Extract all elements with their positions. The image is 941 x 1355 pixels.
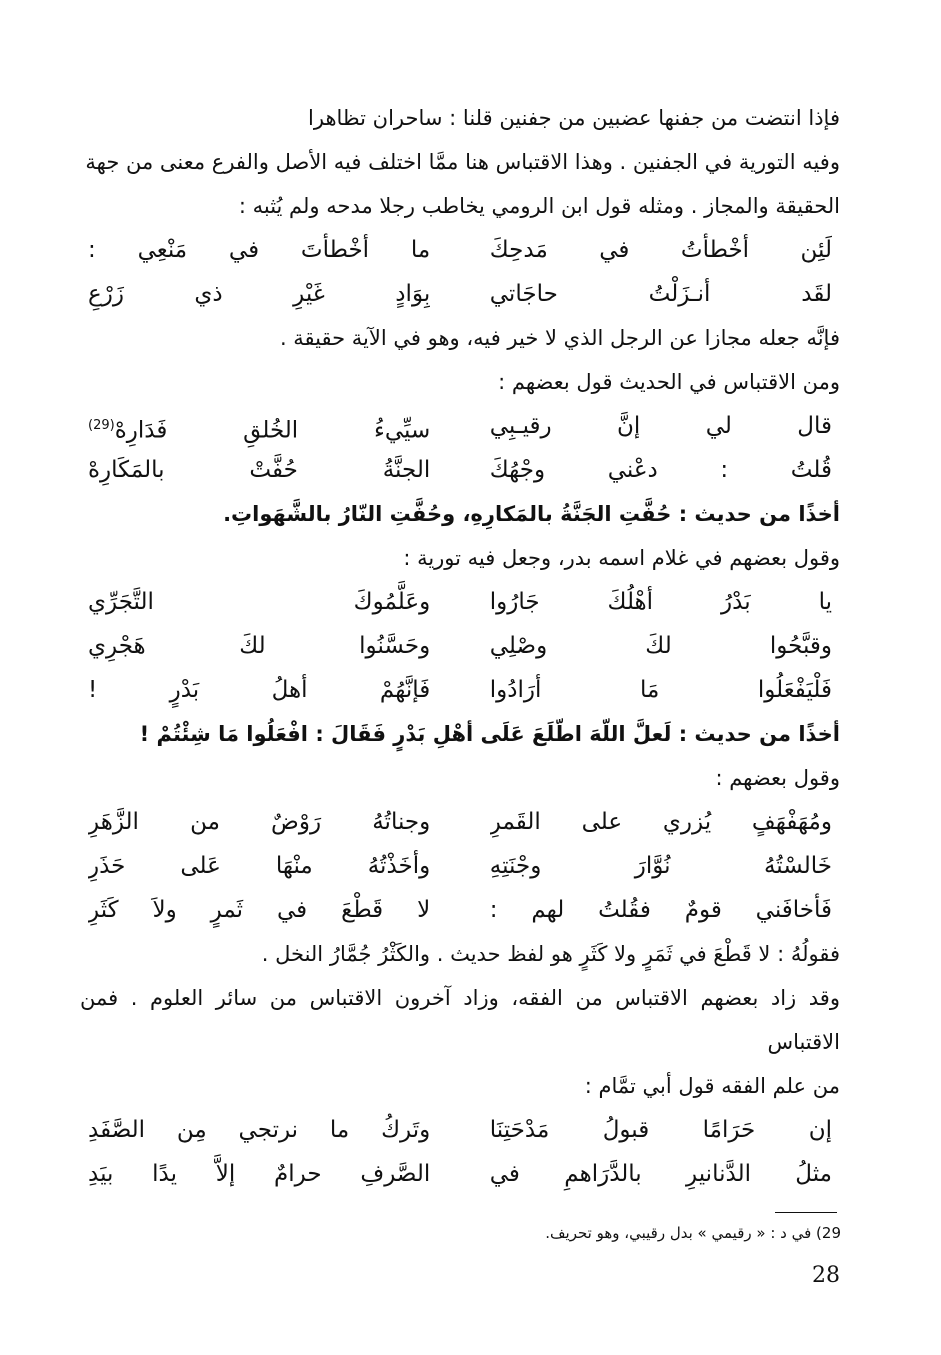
prose-line: ومن الاقتباس في الحديث قول بعضهم :: [498, 370, 840, 394]
verse-first-hemistich: وقبَّحُوا لكَ وصْلِي: [489, 633, 832, 659]
verse-line: [80, 404, 840, 448]
verse-line: [80, 888, 840, 932]
footnote-divider: [775, 1212, 837, 1213]
verse-second-hemistich: فَإنَّهُمْ أهلُ بَدْرٍ !: [88, 677, 431, 703]
page-number: 28: [812, 1263, 840, 1288]
verse-line: [80, 844, 840, 888]
prose-line: وقد زاد بعضهم الاقتباس من الفقه، وزاد آخرون الاقتباس من سائر العلوم . فمن الاقتباس: [80, 986, 840, 1054]
verse-line: [80, 800, 840, 844]
verse-second-hemistich: وعَلَّمُوكَ التَّجَرِّي: [88, 589, 431, 615]
verse-line: [80, 580, 840, 624]
prose-line: فإذا انتضت من جفنها عضبين من جفنين قلنا : ساحران تظاهرا: [308, 106, 840, 130]
prose-line: فإنَّه جعله مجازا عن الرجل الذي لا خير فيه، وهو في الآية حقيقة .: [279, 326, 840, 350]
prose-line: من علم الفقه قول أبي تمَّام :: [584, 1074, 840, 1098]
prose-line: فقولُهُ : لا قَطْعَ في ثَمَرٍ ولا كَثَرٍ هو لفظ حديث . والكَثْرُ جُمَّارُ النخل .: [261, 942, 840, 966]
verse-second-hemistich: الجنَّةُ حُفَّتْ بالمَكَارِهْ: [88, 457, 431, 483]
verse-second-hemistich: الصَّرفِ حرامٌ إلاَّ يدًا بيَدِ: [88, 1161, 431, 1187]
verse-second-hemistich: لا قَطْعَ في ثَمرٍ ولاَ كَثَرِ: [88, 897, 431, 923]
verse-second-hemistich: وحَسَّنُوا لكَ هَجْرِي: [88, 633, 431, 659]
verse-line: [80, 228, 840, 272]
prose-line: وقول بعضهم :: [715, 766, 840, 790]
prose-line: وقول بعضهم في غلام اسمه بدر، وجعل فيه تورية :: [403, 546, 840, 570]
verse-second-hemistich: وأخَذْتُهُ منْهَا عَلى حَذَرِ: [88, 853, 431, 879]
prose-line: الحقيقة والمجاز . ومثله قول ابن الرومي يخاطب رجلا مدحه ولم يُثبه :: [238, 194, 840, 218]
verse-first-hemistich: فَأخافَني قومٌ فقُلتُ لهم :: [489, 897, 832, 923]
footnote-marker: (29): [88, 418, 115, 433]
verse-second-hemistich: وجناتُهُ رَوْضٌ من الزَّهَرِ: [88, 809, 431, 835]
main-text: [80, 96, 840, 1196]
verse-first-hemistich: خَالسْتُهُ نُوَّارَ وجْنَتِهِ: [489, 853, 832, 879]
verse-line: [80, 624, 840, 668]
verse-line: [80, 272, 840, 316]
verse-line: [80, 448, 840, 492]
verse-first-hemistich: يا بَدْرُ أهْلُكَ جَارُوا: [489, 589, 832, 615]
verse-second-hemistich: ما أخْطأتَ في مَنْعِي :: [88, 237, 431, 263]
verse-second-hemistich: وتَركُ ما نرتجي مِن الصَّفَدِ: [88, 1117, 431, 1143]
prose-line: وفيه التورية في الجفنين . وهذا الاقتباس هنا ممَّا اختلف فيه الأصل والفرع معنى من جهة: [85, 150, 840, 174]
hadith-source-line: أخذًا من حديث : حُفَّتِ الجَنَّةُ بالمَكارِهِ، وحُفَّتِ النّارُ بالشَّهَواتِ.: [223, 502, 840, 526]
verse-first-hemistich: مثلُ الدَّنانيرِ بالدَّرَاهمِ في: [489, 1161, 832, 1187]
verse-first-hemistich: لقَد أنـزَلْتُ حاجَاتي: [489, 281, 832, 307]
verse-line: [80, 1108, 840, 1152]
verse-first-hemistich: لَئِن أخْطأتُ في مَدحِكَ: [489, 237, 832, 263]
verse-first-hemistich: فَلْيَفْعَلُوا مَا أرَادُوا: [489, 677, 832, 703]
verse-second-hemistich: بِوَادٍ غَيْرِ ذي زَرْعِ: [88, 281, 431, 307]
verse-first-hemistich: قال لي إنَّ رقيـبِي: [489, 413, 832, 439]
verse-second-hemistich: [88, 404, 430, 448]
hadith-source-line: أخذًا من حديث : لَعلَّ اللّهَ اطّلَعَ عَلَى أهْلِ بَدْرٍ فَقَالَ : افْعَلُوا مَا شِئْتُمْ !: [139, 722, 840, 746]
verse-text: سيِّيءُ الخُلقِ فَدَارِهْ: [114, 417, 431, 444]
footnote: 29) في د : « رقيمي » بدل رقيبي، وهو تحريف.: [545, 1224, 841, 1242]
verse-line: [80, 668, 840, 712]
verse-first-hemistich: قُلتُ : دعْني وجْهُكَ: [489, 457, 832, 483]
verse-first-hemistich: إن حَرَامًا قبولُ مَدْحَتِنَا: [489, 1117, 832, 1143]
verse-first-hemistich: ومُهَفْهَفٍ يُزري على القَمرِ: [489, 809, 832, 835]
verse-line: [80, 1152, 840, 1196]
